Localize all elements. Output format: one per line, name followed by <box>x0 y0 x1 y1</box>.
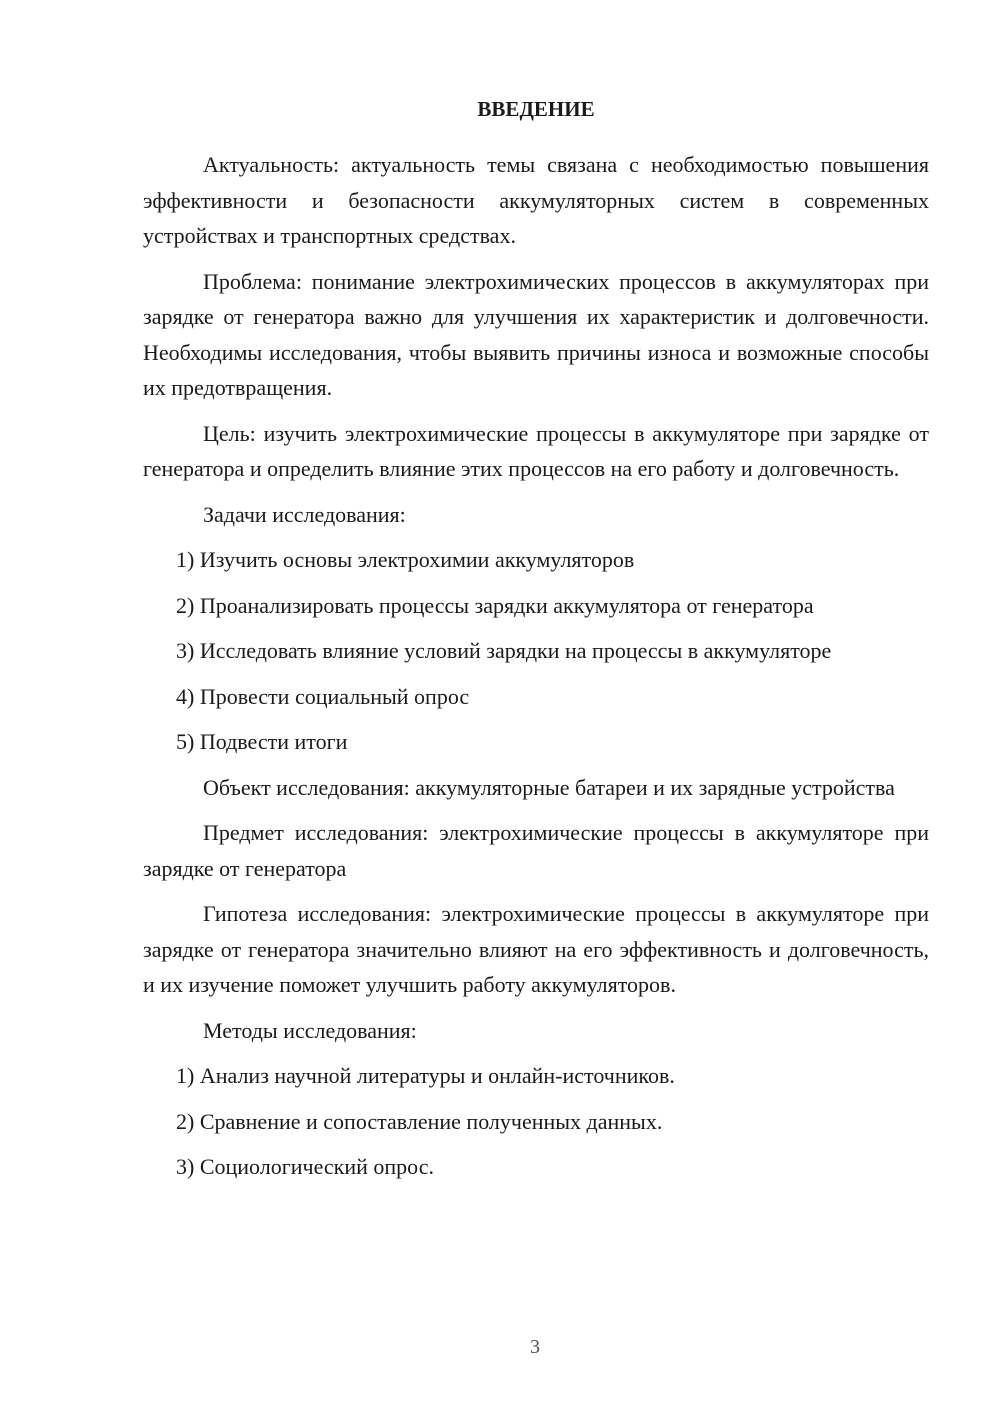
task-item: 3) Исследовать влияние условий зарядки на процессы в аккумуляторе <box>176 638 832 663</box>
task-item: 1) Изучить основы электрохимии аккумуляторов <box>176 547 635 572</box>
relevance-paragraph: Актуальность: актуальность темы связана с необходимостью повышения эффективности и безопасности аккумуляторных систем в современных устройствах и транспортных средствах. <box>143 152 929 248</box>
problem-paragraph: Проблема: понимание электрохимических процессов в аккумуляторах при зарядке от генератора важно для улучшения их характеристик и долговечности. Необходимы исследования, чтобы выявить причины износа и возможные способы их предотвращения. <box>143 268 929 400</box>
document-page <box>143 92 929 1195</box>
method-item: 3) Социологический опрос. <box>176 1154 434 1179</box>
method-item: 2) Сравнение и сопоставление полученных данных. <box>176 1108 663 1134</box>
object-paragraph: Объект исследования: аккумуляторные батареи и их зарядные устройства <box>203 774 895 800</box>
hypothesis-paragraph: Гипотеза исследования: электрохимические процессы в аккумуляторе при зарядке от генератора значительно влияют на его эффективность и долговечность, и их изучение поможет улучшить работу аккумуляторов. <box>143 901 929 997</box>
page-number: 3 <box>530 1336 540 1358</box>
subject-paragraph: Предмет исследования: электрохимические процессы в аккумуляторе при зарядке от генератора <box>143 820 929 881</box>
tasks-heading: Задачи исследования: <box>203 501 406 527</box>
method-item: 1) Анализ научной литературы и онлайн-источников. <box>176 1063 675 1088</box>
task-item: 4) Провести социальный опрос <box>176 683 470 709</box>
task-item: 5) Подвести итоги <box>176 729 348 754</box>
section-title: ВВЕДЕНИЕ <box>477 97 595 121</box>
methods-heading: Методы исследования: <box>203 1017 417 1043</box>
task-item: 2) Проанализировать процессы зарядки аккумулятора от генератора <box>176 592 814 618</box>
goal-paragraph: Цель: изучить электрохимические процессы в аккумуляторе при зарядке от генератора и определить влияние этих процессов на его работу и долговечность. <box>143 420 929 481</box>
